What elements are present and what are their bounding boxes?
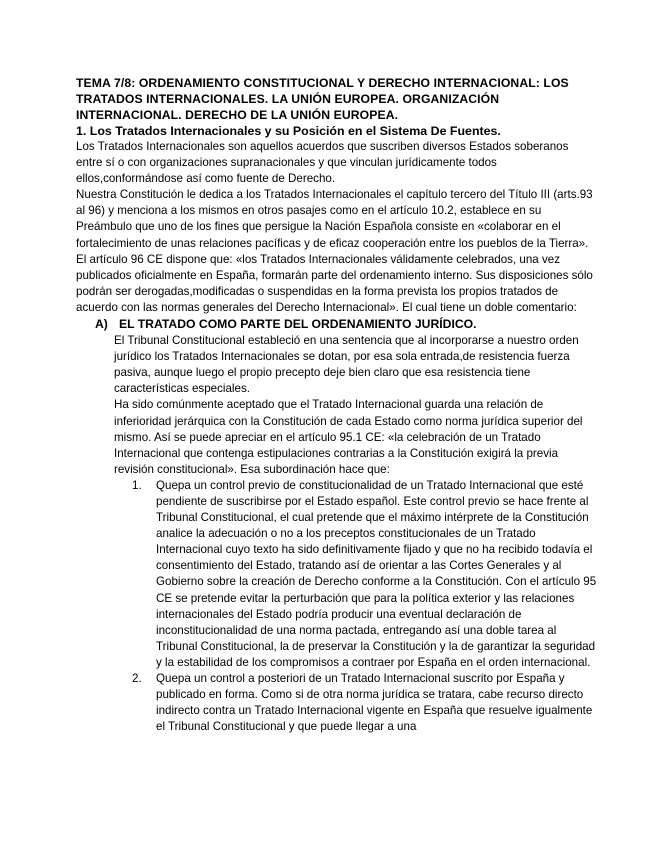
numbered-list xyxy=(132,478,597,736)
paragraph: El artículo 96 CE dispone que: «los Tratados Internacionales válidamente celebrados, una vez publicados oficialmente en España, formarán parte del ordenamiento interno. Sus disposiciones sólo podrán ser derogadas,modificadas o suspendidas en la forma prevista los propios tratados de acuerdo con las normas generales del Derecho Internacional». El cual tiene un doble comentario: xyxy=(76,252,593,314)
document-title: TEMA 7/8: ORDENAMIENTO CONSTITUCIONAL Y DERECHO INTERNACIONAL: LOS TRATADOS INTERNACIONALES. LA UNIÓN EUROPEA. ORGANIZACIÓN INTERNACIONAL. DERECHO DE LA UNIÓN EUROPEA. xyxy=(76,76,569,122)
subsection-body xyxy=(114,333,597,478)
list-text: Quepa un control a posteriori de un Tratado Internacional suscrito por España y publicado en forma. Como si de otra norma jurídica se tratara, cabe recurso directo indirecto contra un Tratado Internacional vigente en España que resuelve igualmente el Tribunal Constitucional y que puede llegar a una xyxy=(156,672,593,734)
list-item xyxy=(132,671,597,735)
subsection-marker: A) xyxy=(95,317,108,332)
subsection-heading xyxy=(95,316,597,333)
list-number: 1. xyxy=(132,478,142,492)
list-number: 2. xyxy=(132,672,142,685)
paragraph: Nuestra Constitución le dedica a los Tratados Internacionales el capítulo tercero del Título III (arts.93 al 96) y menciona a los mismos en otros pasajes como en el artículo 10.2, establece en su Preámbulo que uno de los fines que persigue la Nación Española consiste en «colaborar en el fortalecimiento de unas relaciones pacíficas y de eficaz cooperación entre los pueblos de la Tierra». xyxy=(76,188,593,250)
section-heading: 1. Los Tratados Internacionales y su Posición en el Sistema De Fuentes. xyxy=(76,124,501,138)
paragraph: Los Tratados Internacionales son aquellos acuerdos que suscriben diversos Estados soberanos entre sí o con organizaciones supranacionales y que vinculan jurídicamente todos ellos,conformándose así como fuente de Derecho. xyxy=(76,140,569,186)
paragraph: Ha sido comúnmente aceptado que el Tratado Internacional guarda una relación de inferioridad jerárquica con la Constitución de cada Estado como norma jurídica superior del mismo. Así se puede apreciar en el artículo 95.1 CE: «la celebración de un Tratado Internacional que contenga estipulaciones contrarias a la Constitución exigirá la previa revisión constitucional». Esa subordinación hace que: xyxy=(114,398,583,476)
list-text: Quepa un control previo de constitucionalidad de un Tratado Internacional que esté pendiente de suscribirse por el Estado español. Este control previo se hace frente al Tribunal Constitucional, el cual pretende que el máximo intérprete de la Constitución analice la adecuación o no a los preceptos constitucionales de un Tratado Internacional cuyo texto ha sido definitivamente fijado y que no ha recibido todavía el consentimiento del Estado, tratando así de orientar a las Cortes Generales y al Gobierno sobre la creación de Derecho conforme a la Constitución. Con el artículo 95 CE se pretende evitar la perturbación que para la política exterior y las relaciones internacionales del Estado podría producir una eventual declaración de inconstitucionalidad de una norma pactada, entregando así una doble tarea al Tribunal Constitucional, la de preservar la Constitución y la de garantizar la seguridad y la estabilidad de los compromisos a contraer por España en el orden internacional. xyxy=(156,478,597,669)
paragraph: El Tribunal Constitucional estableció en una sentencia que al incorporarse a nuestro orden jurídico los Tratados Internacionales se dotan, por esa sola entrada,de resistencia fuerza pasiva, aunque luego el propio precepto deje bien claro que esa resistencia tiene características especiales. xyxy=(114,334,579,396)
list-item xyxy=(132,478,597,671)
subsection-title: EL TRATADO COMO PARTE DEL ORDENAMIENTO JURÍDICO. xyxy=(119,317,477,332)
